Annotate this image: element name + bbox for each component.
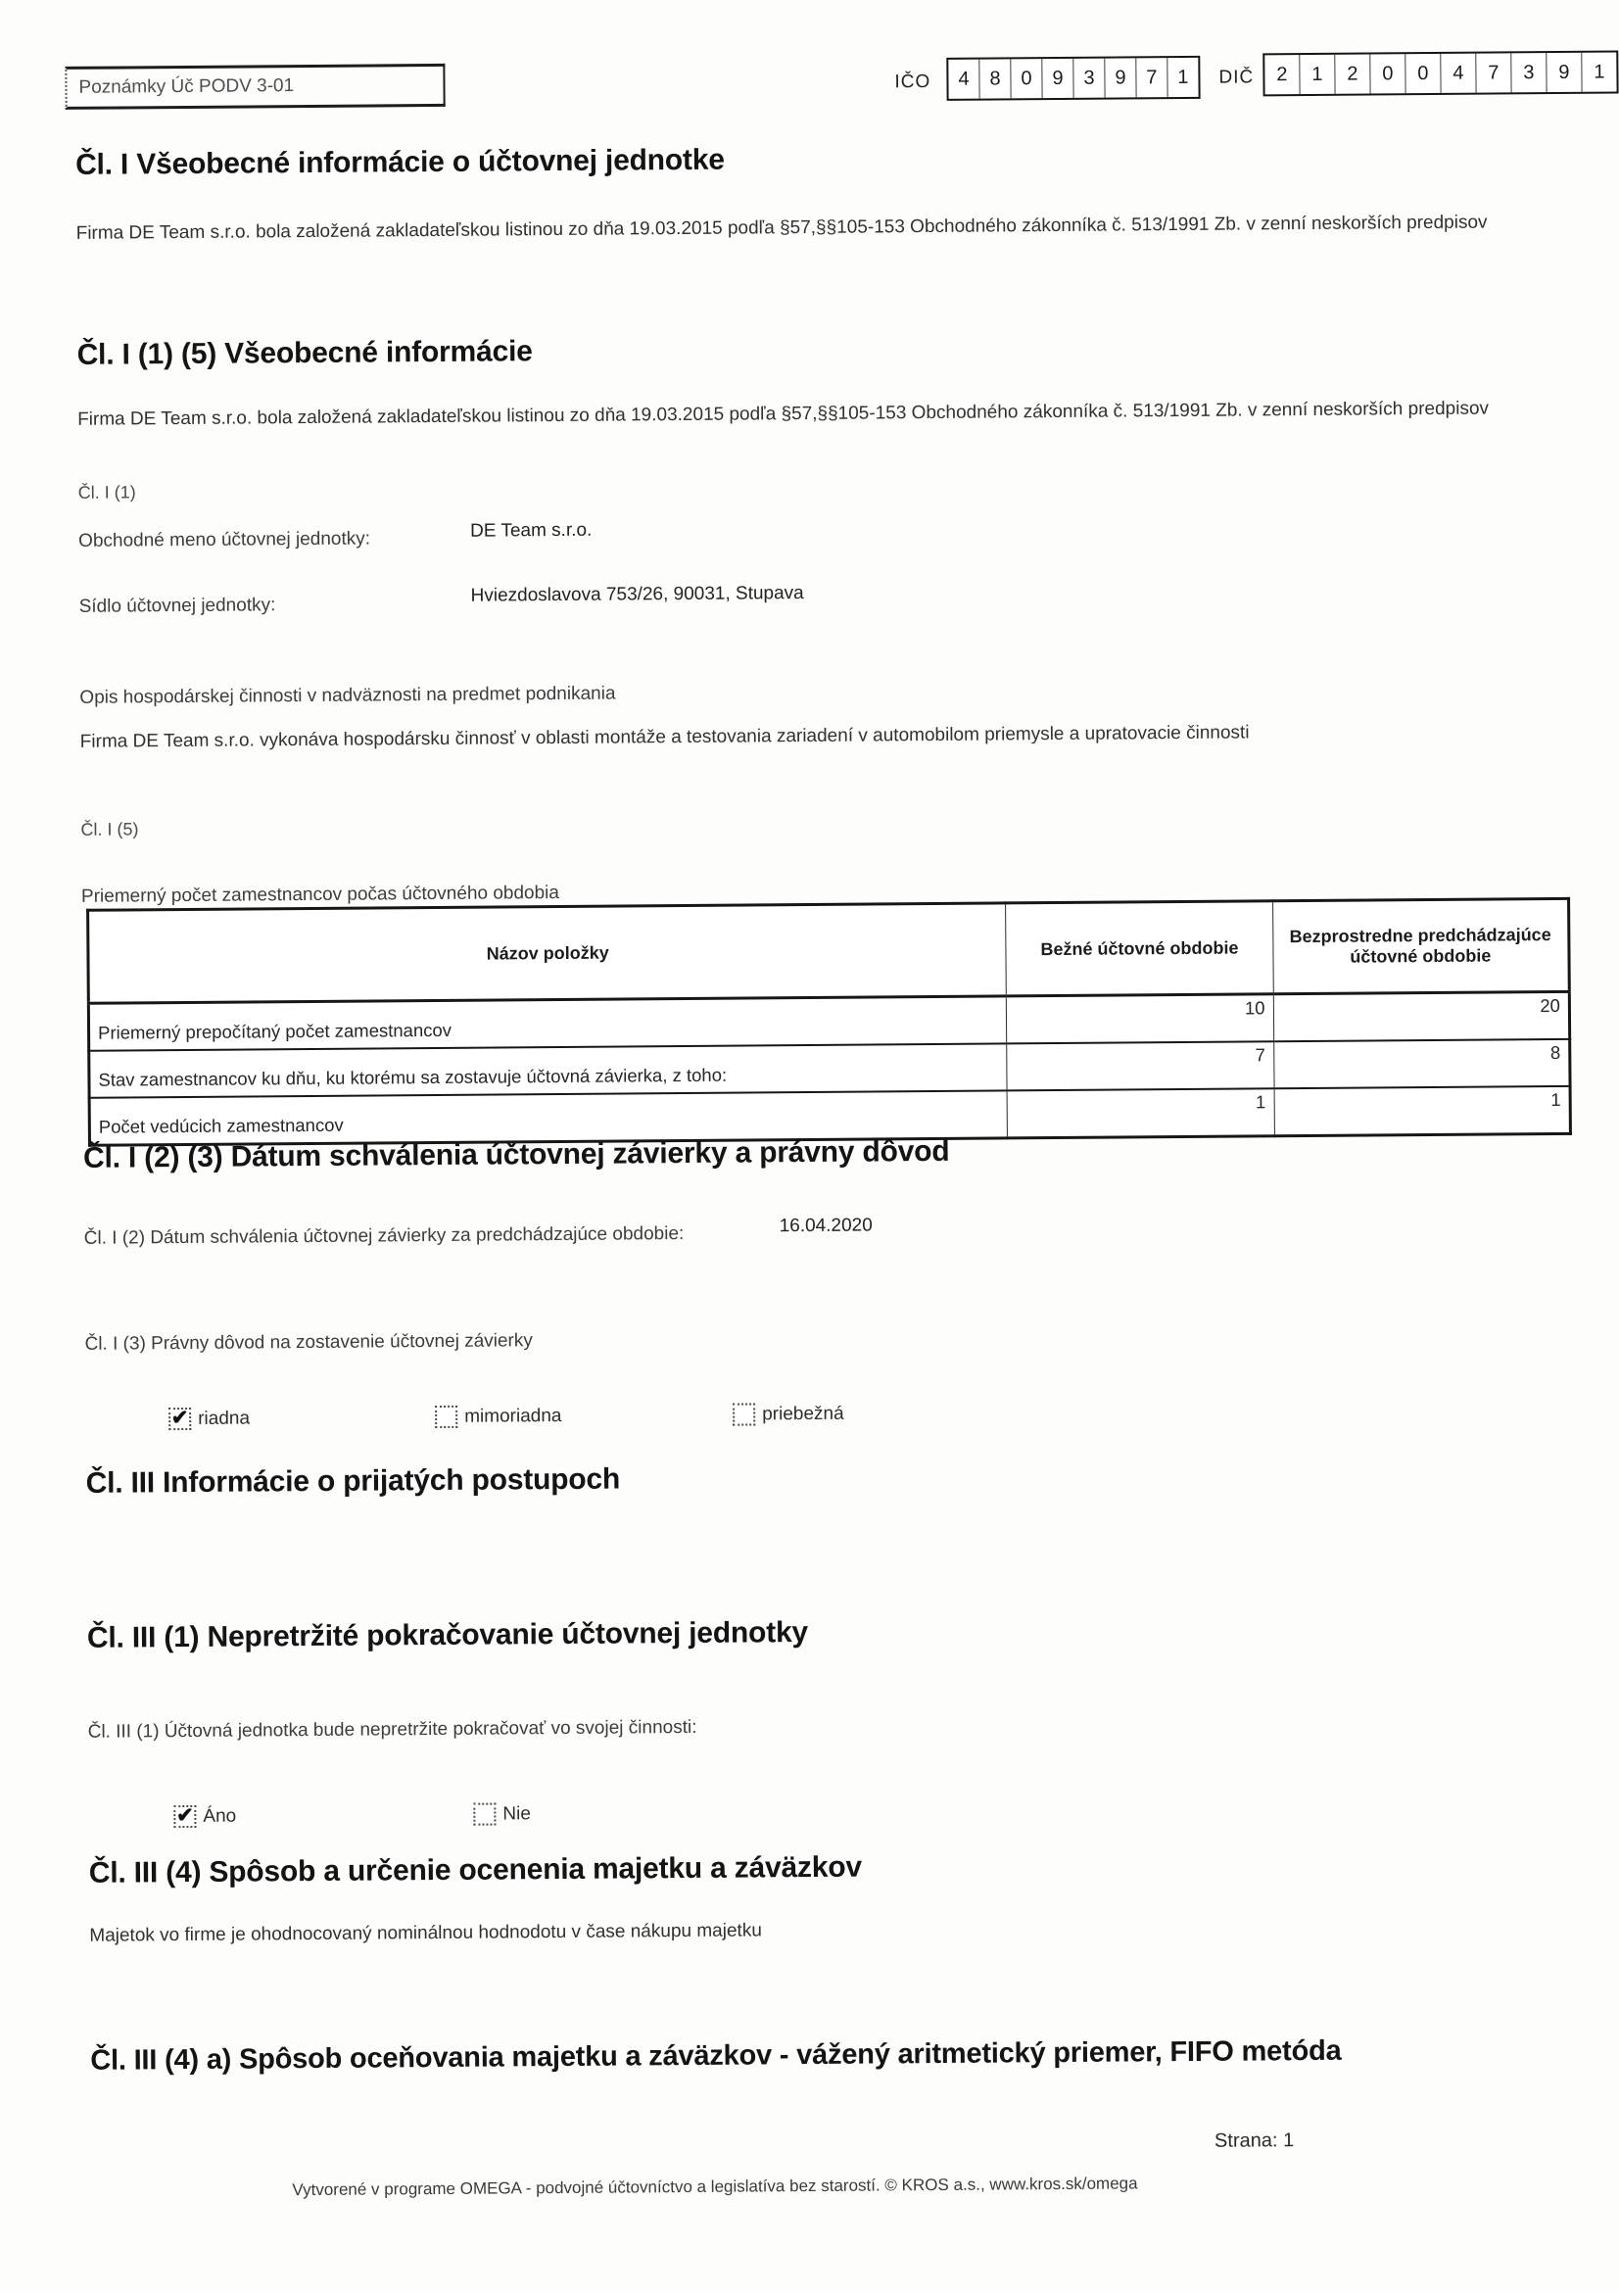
section-heading-procedures: Čl. III Informácie o prijatých postupoch xyxy=(85,1462,621,1500)
checkbox-option-mimoriadna xyxy=(435,1405,561,1428)
employees-table-caption: Priemerný počet zamestnancov počas účtovného obdobia xyxy=(80,882,560,907)
registered-office-value: Hviezdoslavova 753/26, 90031, Stupava xyxy=(470,583,804,606)
employees-table-header-row xyxy=(88,898,1570,1003)
checkbox-label: priebežná xyxy=(762,1403,844,1424)
ico-digit: 1 xyxy=(1167,58,1198,97)
sub-label-cl-i-1: Čl. I (1) xyxy=(77,482,136,502)
row-label: Počet vedúcich zamestnancov xyxy=(89,1090,1008,1145)
dic-digit: 4 xyxy=(1440,54,1475,93)
dic-digit: 0 xyxy=(1369,54,1405,93)
registered-office-label: Sídlo účtovnej jednotky: xyxy=(78,595,276,617)
legal-reason-label: Čl. I (3) Právny dôvod na zostavenie účtovnej závierky xyxy=(84,1330,533,1355)
col-header-previous-period: Bezprostredne predchádzajúce účtovné obdobie xyxy=(1272,898,1569,993)
row-current-value: 10 xyxy=(1007,994,1274,1044)
check-icon: ✔ xyxy=(170,1406,189,1430)
ico-label: IČO xyxy=(894,71,931,93)
form-code-box xyxy=(65,64,445,110)
row-label: Priemerný prepočítaný počet zamestnancov xyxy=(88,996,1007,1051)
checkbox-label: Nie xyxy=(502,1802,531,1824)
activity-description-label: Opis hospodárskej činnosti v nadväznosti na predmet podnikania xyxy=(79,683,616,708)
dic-label: DIČ xyxy=(1218,67,1255,88)
dic-digit: 9 xyxy=(1546,53,1581,92)
row-current-value: 7 xyxy=(1007,1041,1274,1090)
ico-digit: 7 xyxy=(1135,58,1167,97)
business-name-label: Obchodné meno účtovnej jednotky: xyxy=(78,528,371,551)
valuation-text: Majetok vo firme je ohodnocovaný nominálnou hodnodotu v čase nákupu majetku xyxy=(89,1920,762,1946)
page-number: Strana: 1 xyxy=(1214,2129,1295,2152)
ico-digit: 9 xyxy=(1104,58,1135,97)
dic-digit: 0 xyxy=(1405,54,1440,93)
row-previous-value: 8 xyxy=(1273,1039,1570,1088)
sub-label-cl-i-5: Čl. I (5) xyxy=(80,819,139,839)
checkbox-option-ano xyxy=(173,1805,236,1829)
row-current-value: 1 xyxy=(1008,1088,1275,1138)
checkbox-riadna[interactable] xyxy=(168,1408,191,1430)
col-header-current-period: Bežné účtovné obdobie xyxy=(1006,901,1273,996)
section-heading-valuation: Čl. III (4) Spôsob a určenie ocenenia majetku a záväzkov xyxy=(88,1850,862,1889)
dic-digit-boxes xyxy=(1262,50,1618,96)
approval-date-value: 16.04.2020 xyxy=(779,1215,873,1237)
checkbox-option-riadna xyxy=(168,1407,250,1430)
ico-digit: 3 xyxy=(1072,59,1104,98)
ico-digit: 9 xyxy=(1041,59,1072,98)
ico-digit: 8 xyxy=(978,59,1010,98)
dic-digit: 1 xyxy=(1299,55,1334,94)
dic-digit: 2 xyxy=(1276,63,1288,85)
checkbox-priebezna[interactable] xyxy=(733,1403,755,1425)
checkbox-option-priebezna xyxy=(733,1403,844,1426)
general-info-paragraph: Firma DE Team s.r.o. bola založená zakladateľskou listinou zo dňa 19.03.2015 podľa §57,§§105-153 Obchodného zákonníka č. 513/1991 Zb. v zenní neskorších predpisov xyxy=(75,212,1488,244)
approval-date-label: Čl. I (2) Dátum schválenia účtovnej závierky za predchádzajúce obdobie: xyxy=(83,1223,685,1249)
checkbox-label: riadna xyxy=(198,1407,251,1429)
ico-digit-boxes xyxy=(946,56,1200,101)
checkbox-mimoriadna[interactable] xyxy=(435,1406,457,1428)
row-previous-value: 1 xyxy=(1274,1086,1571,1136)
employees-table xyxy=(86,897,1572,1147)
footer-credit: Vytvorené v programe OMEGA - podvojné účtovníctvo a legislatíva bez starostí. © KROS a.s., www.kros.sk/omega xyxy=(292,2174,1138,2200)
ico-digit: 0 xyxy=(1010,59,1041,98)
row-previous-value: 20 xyxy=(1273,991,1570,1041)
section-heading-approval: Čl. I (2) (3) Dátum schválenia účtovnej závierky a právny dôvod xyxy=(82,1134,950,1174)
dic-digit: 7 xyxy=(1475,53,1510,92)
checkbox-label: Áno xyxy=(203,1805,237,1827)
checkbox-option-nie xyxy=(473,1802,531,1825)
row-label: Stav zamestnancov ku dňu, ku ktorému sa zostavuje účtovná závierka, z toho: xyxy=(89,1043,1008,1097)
section-heading-general-info-detail: Čl. I (1) (5) Všeobecné informácie xyxy=(76,335,533,371)
activity-description-text: Firma DE Team s.r.o. vykonáva hospodársku činnosť v oblasti montáže a testovania zariadení v automobilom priemysle a upratovacie činnosti xyxy=(79,722,1250,752)
going-concern-question: Čl. III (1) Účtovná jednotka bude nepretržite pokračovať vo svojej činnosti: xyxy=(87,1716,697,1743)
general-info-detail-paragraph: Firma DE Team s.r.o. bola založená zakladateľskou listinou zo dňa 19.03.2015 podľa §57,§§105-153 Obchodného zákonníka č. 513/1991 Zb. v zenní neskorších predpisov xyxy=(77,398,1490,430)
col-header-item-name: Názov položky xyxy=(88,903,1007,1003)
dic-digit: 3 xyxy=(1510,53,1546,92)
check-icon: ✔ xyxy=(175,1803,194,1828)
section-heading-valuation-method: Čl. III (4) a) Spôsob oceňovania majetku a záväzkov - vážený aritmetický priemer, FIFO metóda xyxy=(90,2034,1342,2077)
ico-digit: 4 xyxy=(958,68,970,90)
section-heading-general-info: Čl. I Všeobecné informácie o účtovnej jednotke xyxy=(74,143,725,181)
section-heading-going-concern: Čl. III (1) Nepretržité pokračovanie účtovnej jednotky xyxy=(86,1616,809,1654)
business-name-value: DE Team s.r.o. xyxy=(469,519,593,542)
checkbox-nie[interactable] xyxy=(473,1803,496,1826)
form-code-label: Poznámky Úč PODV 3-01 xyxy=(78,75,295,98)
checkbox-label: mimoriadna xyxy=(464,1405,562,1427)
checkbox-ano[interactable] xyxy=(173,1805,196,1828)
dic-digit: 1 xyxy=(1581,52,1616,91)
dic-digit: 2 xyxy=(1334,54,1369,93)
